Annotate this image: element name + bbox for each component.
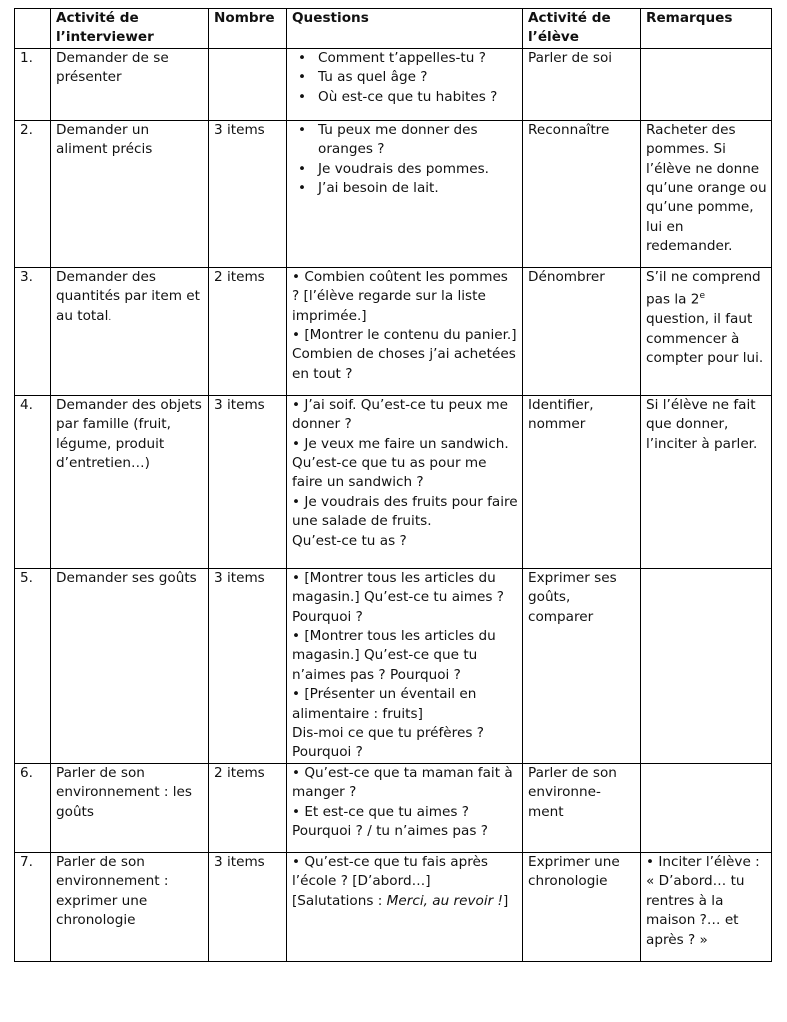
question-item: • [Montrer tous les articles du magasin.] Qu’est-ce que tu n’aimes pas ? Pourquoi ?	[292, 627, 518, 685]
question-item: • J’ai soif. Qu’est-ce tu peux me donner ?	[292, 396, 518, 435]
header-count: Nombre	[209, 9, 287, 49]
question-item: • Où est-ce que tu habites ?	[292, 88, 518, 107]
row-number: 3.	[15, 267, 51, 395]
header-number-cell	[15, 9, 51, 49]
student-activity: Reconnaître	[523, 120, 641, 267]
questions-cell	[287, 267, 523, 395]
interviewer-activity: Parler de son environnement : exprimer une chronologie	[51, 852, 209, 961]
table-header-row	[15, 9, 772, 49]
item-count: 2 items	[209, 267, 287, 395]
student-activity: Parler de son environne-ment	[523, 763, 641, 852]
table-row	[15, 568, 772, 763]
question-item: • J’ai besoin de lait.	[292, 179, 518, 198]
question-item: • Je voudrais des pommes.	[292, 160, 518, 179]
table-row	[15, 763, 772, 852]
table-row	[15, 267, 772, 395]
student-activity: Identifier, nommer	[523, 395, 641, 568]
question-item: • [Présenter un éventail en alimentaire : fruits]	[292, 685, 518, 724]
question-item: • Tu as quel âge ?	[292, 68, 518, 87]
row-number: 4.	[15, 395, 51, 568]
question-continuation: Qu’est-ce tu as ?	[292, 532, 407, 549]
item-count: 3 items	[209, 568, 287, 763]
question-item: • Qu’est-ce que tu fais après l’école ? [D’abord…]	[292, 853, 518, 892]
activity-suffix: .	[108, 312, 112, 323]
remarks-text: question, il faut commencer à compter pour lui.	[646, 311, 764, 366]
row-number: 2.	[15, 120, 51, 267]
remarks	[641, 267, 772, 395]
row-number: 5.	[15, 568, 51, 763]
table-row	[15, 852, 772, 961]
question-item: • Et est-ce que tu aimes ? Pourquoi ? / tu n’aimes pas ?	[292, 803, 518, 842]
interviewer-activity: Demander ses goûts	[51, 568, 209, 763]
question-continuation: Dis-moi ce que tu préfères ? Pourquoi ?	[292, 725, 484, 761]
question-text: ]	[502, 892, 509, 909]
remarks	[641, 568, 772, 763]
table-row	[15, 48, 772, 120]
question-item: • Tu peux me donner des oranges ?	[292, 121, 518, 160]
questions-cell	[287, 852, 523, 961]
question-italic-text: Merci, au revoir !	[386, 892, 503, 909]
student-activity: Dénombrer	[523, 267, 641, 395]
activity-table-container	[14, 8, 772, 962]
question-list	[292, 121, 518, 199]
remarks	[641, 763, 772, 852]
header-questions: Questions	[287, 9, 523, 49]
student-activity: Exprimer ses goûts, comparer	[523, 568, 641, 763]
question-continuation	[292, 892, 518, 911]
activity-table	[14, 8, 772, 962]
header-interviewer-activity: Activité de l’interviewer	[51, 9, 209, 49]
question-item: • [Montrer le contenu du panier.] Combien de choses j’ai achetées en tout ?	[292, 326, 518, 384]
question-text: [Salutations :	[292, 892, 387, 909]
remarks: Si l’élève ne fait que donner, l’inciter à parler.	[641, 395, 772, 568]
header-student-activity: Activité de l’élève	[523, 9, 641, 49]
item-count: 3 items	[209, 852, 287, 961]
item-count: 3 items	[209, 120, 287, 267]
questions-cell	[287, 395, 523, 568]
item-count: 2 items	[209, 763, 287, 852]
table-row	[15, 120, 772, 267]
questions-cell	[287, 48, 523, 120]
remarks	[641, 48, 772, 120]
student-activity: Parler de soi	[523, 48, 641, 120]
header-remarks: Remarques	[641, 9, 772, 49]
superscript-e: e	[699, 291, 705, 302]
questions-cell	[287, 120, 523, 267]
questions-cell	[287, 568, 523, 763]
question-item: • Qu’est-ce que ta maman fait à manger ?	[292, 764, 518, 803]
interviewer-activity: Parler de son environnement : les goûts	[51, 763, 209, 852]
table-row	[15, 395, 772, 568]
question-item: • Comment t’appelles-tu ?	[292, 49, 518, 68]
item-count: 3 items	[209, 395, 287, 568]
questions-cell	[287, 763, 523, 852]
item-count	[209, 48, 287, 120]
student-activity: Exprimer une chronologie	[523, 852, 641, 961]
activity-text: Demander des quantités par item et au total	[56, 268, 200, 324]
question-item: • Combien coûtent les pommes ? [l’élève regarde sur la liste imprimée.]	[292, 268, 518, 326]
question-item: • Je veux me faire un sandwich. Qu’est-ce que tu as pour me faire un sandwich ?	[292, 435, 518, 493]
remarks: Racheter des pommes. Si l’élève ne donne qu’une orange ou qu’une pomme, lui en redemander.	[641, 120, 772, 267]
question-list	[292, 49, 518, 107]
question-item: • [Montrer tous les articles du magasin.] Qu’est-ce tu aimes ? Pourquoi ?	[292, 569, 518, 627]
remarks-text: S’il ne comprend pas la 2	[646, 268, 761, 308]
remarks: • Inciter l’élève : « D’abord… tu rentres à la maison ?… et après ? »	[641, 852, 772, 961]
row-number: 6.	[15, 763, 51, 852]
row-number: 1.	[15, 48, 51, 120]
question-item: • Je voudrais des fruits pour faire une salade de fruits.	[292, 493, 518, 532]
interviewer-activity	[51, 267, 209, 395]
interviewer-activity: Demander un aliment précis	[51, 120, 209, 267]
interviewer-activity: Demander de se présenter	[51, 48, 209, 120]
interviewer-activity: Demander des objets par famille (fruit, légume, produit d’entretien…)	[51, 395, 209, 568]
row-number: 7.	[15, 852, 51, 961]
